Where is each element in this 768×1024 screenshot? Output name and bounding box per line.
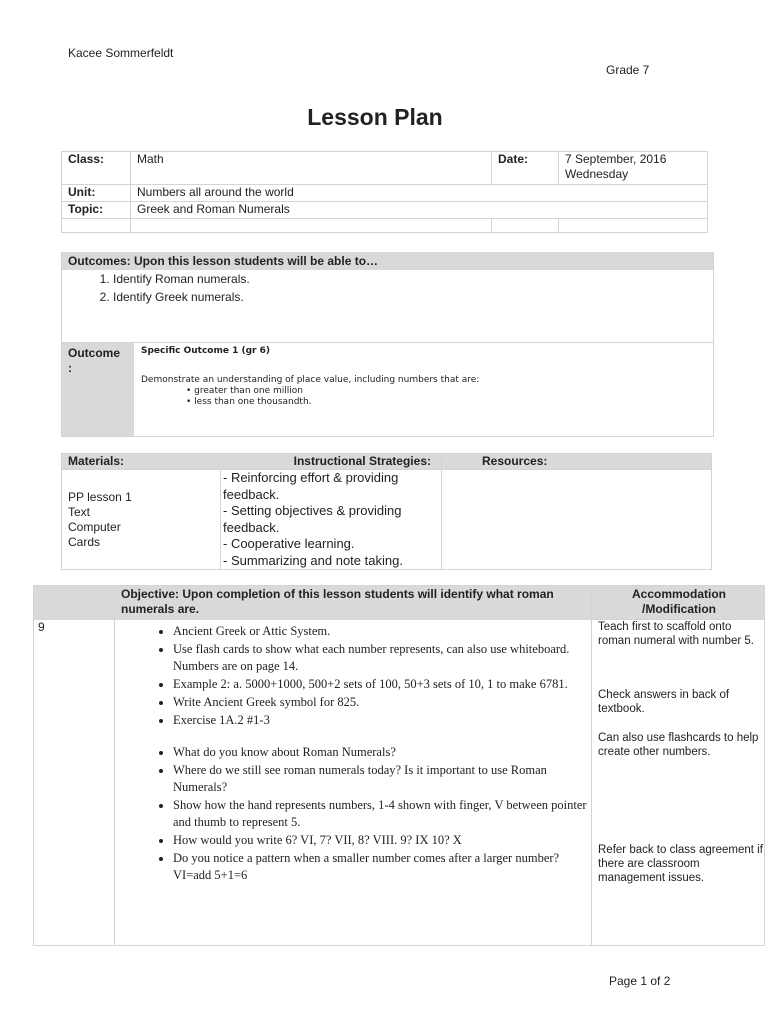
empty-cell [62, 219, 131, 233]
materials-table [61, 453, 712, 570]
list-item: Cards [68, 534, 101, 549]
class-value: Math [131, 152, 492, 185]
list-item: - Cooperative learning. [223, 536, 355, 551]
list-item: • Where do we still see roman numerals today? Is it important to use Roman Numerals? [173, 762, 591, 797]
materials-list-cell [62, 470, 221, 570]
unit-value: Numbers all around the world [131, 185, 708, 202]
outcome-label [62, 343, 134, 436]
topic-label: Topic: [62, 202, 131, 219]
list-item: Computer [68, 519, 121, 534]
strategies-label: Instructional Strategies: [293, 454, 431, 468]
author-name: Kacee Sommerfeldt [68, 46, 174, 60]
list-item: - Reinforcing effort & providing feedback. [223, 470, 399, 502]
outcomes-list [62, 270, 713, 342]
empty-cell [492, 219, 559, 233]
accommodation-note: Check answers in back of textbook. [598, 689, 730, 715]
grade-level: Grade 7 [606, 63, 650, 77]
list-item: Text [68, 504, 91, 519]
list-item: • How would you write 6? VI, 7? VII, 8? VIII. 9? IX 10? X [173, 832, 591, 850]
time-cell: 9 [34, 620, 115, 946]
list-item: • Use flash cards to show what each number represents, can also use whiteboard. Numbers are on page 14. [173, 641, 591, 676]
objective-heading: Objective: Upon completion of this lesson students will identify what roman numerals are. [115, 586, 592, 620]
resources-label: Resources: [442, 454, 712, 470]
page-number: Page 1 of 2 [609, 974, 671, 988]
list-item: 1. Identify Roman numerals. [113, 270, 713, 288]
specific-outcome-row [62, 342, 713, 436]
date-label: Date: [492, 152, 559, 185]
list-item: 2. Identify Greek numerals. [113, 288, 713, 306]
outcome-label-line-1: Outcome [68, 346, 121, 360]
accommodation-note: Teach first to scaffold onto roman numeral with number 5. [598, 621, 754, 647]
accommodation-heading-line-2: /Modification [642, 602, 716, 616]
list-item: - Summarizing and note taking. [223, 552, 403, 568]
steps-cell [115, 620, 592, 946]
strategies-cell [221, 470, 442, 570]
date-line-1: 7 September, 2016 [565, 152, 667, 166]
steps-list [121, 623, 591, 885]
list-item: • Write Ancient Greek symbol for 825. [173, 694, 591, 712]
time-heading [34, 586, 115, 620]
list-item: • greater than one million [186, 386, 479, 397]
list-item: • Example 2: a. 5000+1000, 500+2 sets of 100, 50+3 sets of 10, 1 to make 6781. [173, 676, 591, 694]
specific-outcome-text: Demonstrate an understanding of place value, including numbers that are: [141, 375, 480, 385]
list-item: • less than one thousandth. [186, 397, 479, 408]
materials-label: Materials: [68, 454, 125, 468]
outcomes-heading: Outcomes: Upon this lesson students will be able to… [62, 253, 713, 270]
unit-label: Unit: [62, 185, 131, 202]
date-value [559, 152, 708, 185]
resources-cell [442, 470, 712, 570]
specific-outcome-body [134, 343, 486, 436]
outcome-label-line-2: : [68, 361, 72, 375]
list-item: - Setting objectives & providing feedback. [223, 503, 402, 535]
accommodations-cell [592, 620, 765, 946]
accommodation-heading-line-1: Accommodation [631, 587, 726, 601]
outcomes-section [61, 252, 714, 437]
materials-list [68, 490, 220, 550]
materials-heading [62, 454, 442, 470]
accommodation-note: Refer back to class agreement if there are classroom management issues. [598, 844, 763, 884]
objective-table [33, 585, 765, 946]
specific-outcome-bullets [141, 386, 479, 408]
empty-cell [131, 219, 492, 233]
class-label: Class: [62, 152, 131, 185]
list-item: • Show how the hand represents numbers, 1-4 shown with finger, V between pointer and thumb to represent 5. [173, 797, 591, 832]
list-item: • What do you know about Roman Numerals? [173, 744, 591, 762]
specific-outcome-title: Specific Outcome 1 (gr 6) [141, 346, 270, 356]
list-item: • Exercise 1A.2 #1-3 [173, 712, 591, 730]
list-item: • Do you notice a pattern when a smaller number comes after a larger number? VI=add 5+1=6 [173, 850, 591, 885]
accommodation-note: Can also use flashcards to help create other numbers. [598, 732, 759, 758]
accommodation-heading [592, 586, 765, 620]
topic-value: Greek and Roman Numerals [131, 202, 708, 219]
list-item: PP lesson 1 [68, 489, 132, 504]
empty-cell [559, 219, 708, 233]
lesson-info-table [61, 151, 708, 233]
list-item: • Ancient Greek or Attic System. [173, 623, 591, 641]
date-line-2: Wednesday [565, 167, 629, 181]
page-title: Lesson Plan [307, 104, 443, 130]
